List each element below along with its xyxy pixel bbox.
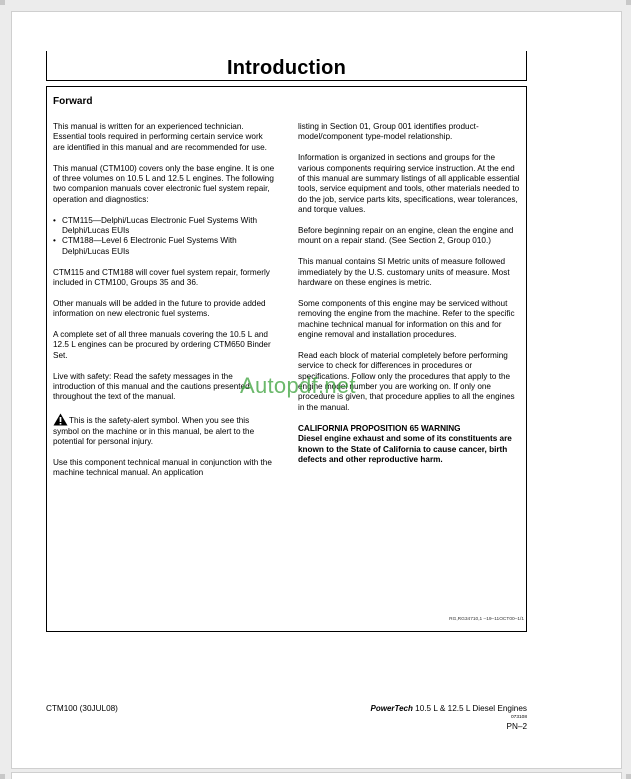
warning-text: Diesel engine exhaust and some of its constituents are known to the State of California to cause cancer, birth defects and other reproductive harm.	[298, 434, 512, 464]
paragraph: Other manuals will be added in the future to provide added information on new electronic fuel systems.	[53, 298, 266, 319]
paragraph-text: This is the safety-alert symbol. When you see this symbol on the machine or in this manual, be alert to the potential for personal injury.	[53, 416, 255, 447]
companion-manual-list	[53, 216, 275, 258]
paragraph: This manual is written for an experienced technician. Essential tools required in performing certain service work are identified in this manual and are recommended for use.	[53, 122, 267, 152]
brand-name: PowerTech	[370, 704, 413, 713]
paragraph: This manual (CTM100) covers only the base engine. It is one of three volumes on 10.5 L and 12.5 L engines. The following two companion manuals cover electronic fuel system repair, operation and diagnostics:	[53, 163, 275, 204]
next-page-edge	[11, 772, 622, 779]
page-title: Introduction	[226, 57, 347, 79]
paragraph: A complete set of all three manuals covering the 10.5 L and 12.5 L engines can be procured by ordering CTM650 Binder Set.	[53, 330, 271, 360]
footer-date-code: 073108	[510, 715, 527, 720]
paragraph: Some components of this engine may be serviced without removing the engine from the machine. Refer to the specific machine technical manual for information on this and for engine removal and installation procedures.	[298, 298, 515, 340]
paragraph: Read each block of material completely before performing service to check for differences in procedures or specifications. Follow only the procedures that apply to the engine model number you are working on. If only one procedure is given, that procedure applies to all the engines in the manual.	[298, 350, 515, 412]
page-number: PN–2	[506, 722, 527, 731]
paragraph: This manual contains SI Metric units of measure followed immediately by the U.S. customary units of measure. Most hardware on these engines is metric.	[298, 257, 510, 288]
left-column	[53, 122, 275, 489]
right-column	[298, 122, 520, 476]
footer-product	[340, 704, 527, 713]
page-corner-mark	[626, 0, 631, 5]
list-item: • CTM115—Delphi/Lucas Electronic Fuel Systems With Delphi/Lucas EUIs	[53, 216, 275, 237]
paragraph: Live with safety: Read the safety messages in the introduction of this manual and the cautions presented throughout the text of the manual.	[53, 371, 250, 402]
page-corner-mark	[626, 774, 631, 779]
watermark: Autopdf.net	[240, 373, 356, 398]
footer-engine-line: 10.5 L & 12.5 L Diesel Engines	[415, 704, 527, 713]
paragraph: Use this component technical manual in conjunction with the machine technical manual. An application	[53, 457, 272, 478]
safety-alert-paragraph	[53, 413, 275, 447]
paragraph: Information is organized in sections and groups for the various components requiring service instruction. At the end of this manual are summary listings of all applicable essential tools, service equipment and tools, other materials needed to do the job, service parts kits, specifications, wear tolerances, and torque values.	[298, 153, 520, 215]
page-corner-mark	[0, 0, 5, 5]
list-item: • CTM188—Level 6 Electronic Fuel Systems With Delphi/Lucas EUIs	[53, 236, 275, 257]
paragraph: CTM115 and CTM188 will cover fuel system repair, formerly included in CTM100, Groups 35 and 36.	[53, 267, 270, 288]
paragraph: listing in Section 01, Group 001 identifies product-model/component type-model relationship.	[298, 122, 479, 142]
warning-heading: CALIFORNIA PROPOSITION 65 WARNING	[298, 423, 461, 433]
page-corner-mark	[0, 774, 5, 779]
reference-code: RG,RG34710,1 –19–11OCT00–1/1	[449, 617, 524, 622]
paragraph: Before beginning repair on an engine, clean the engine and mount on a repair stand. (See Section 2, Group 010.)	[298, 226, 514, 246]
warning-triangle-icon	[53, 413, 68, 426]
footer-manual-id: CTM100 (30JUL08)	[46, 704, 118, 713]
section-heading: Forward	[53, 96, 93, 107]
